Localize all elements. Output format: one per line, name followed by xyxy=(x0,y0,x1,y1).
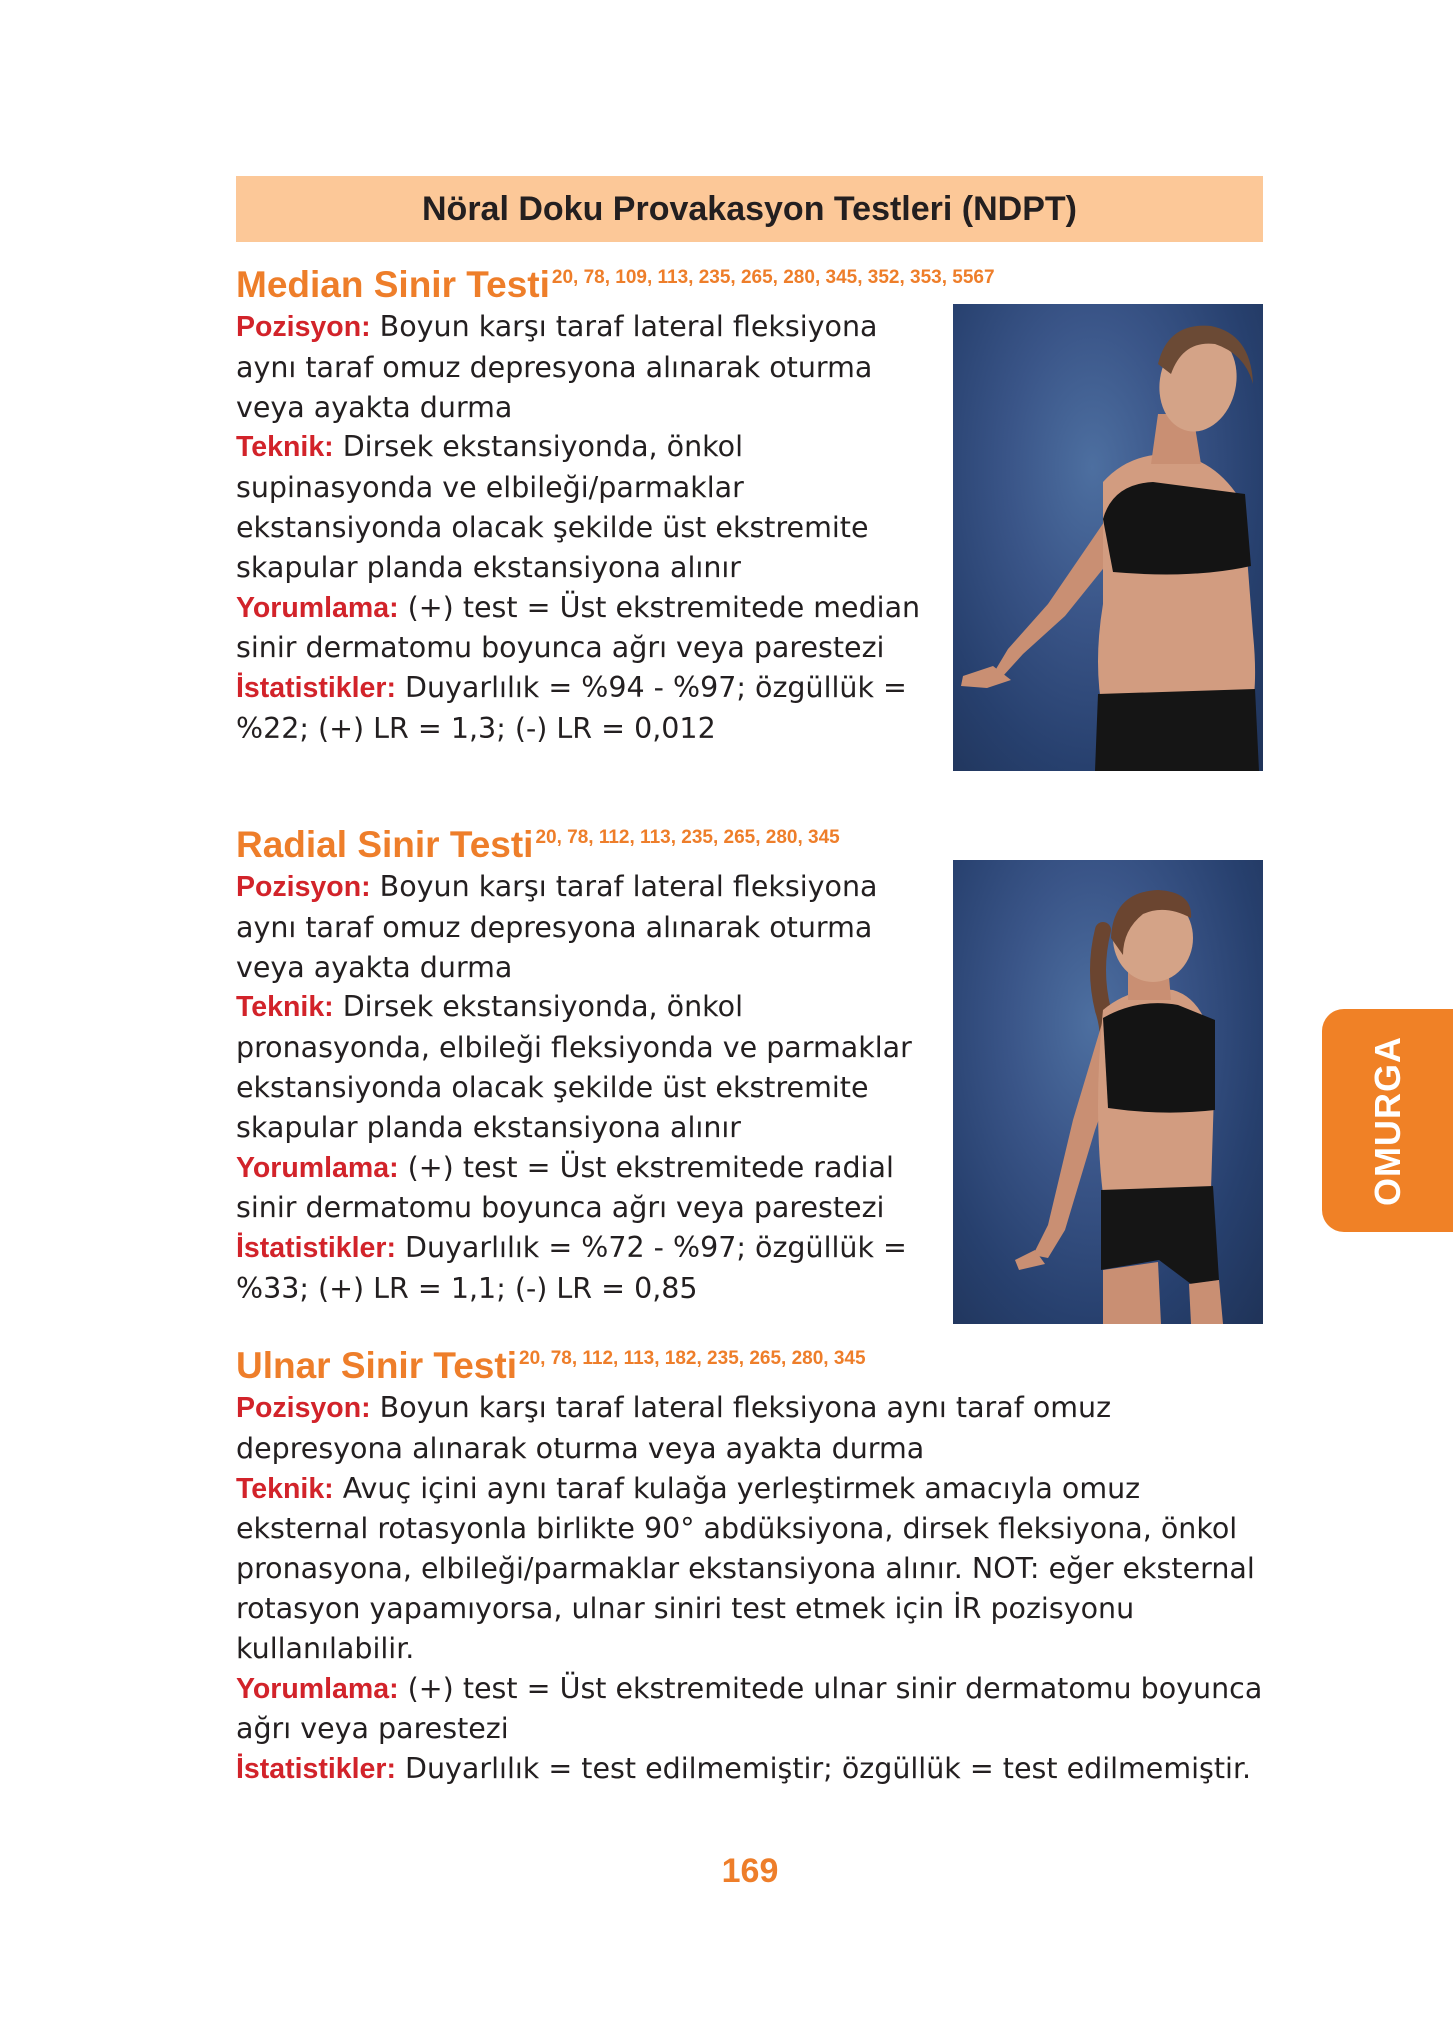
yorumlama-body: (+) test = Üst ekstremitede ulnar sinir dermatomu boyunca ağrı veya parestezi xyxy=(236,1671,1263,1746)
istatistik-text xyxy=(236,668,946,749)
chapter-side-tab[interactable] xyxy=(1322,1009,1453,1232)
teknik-text xyxy=(236,1469,1276,1669)
teknik-text xyxy=(236,987,946,1147)
yorumlama-body: (+) test = Üst ekstremitede radial sinir dermatomu boyunca ağrı veya parestezi xyxy=(236,1150,894,1225)
teknik-label: Teknik: xyxy=(236,1472,334,1505)
reference-numbers: 20, 78, 112, 113, 182, 235, 265, 280, 345 xyxy=(519,1348,866,1369)
pozisyon-label: Pozisyon: xyxy=(236,871,371,903)
teknik-body: Avuç içini aynı taraf kulağa yerleştirmek amacıyla omuz eksternal rotasyonla birlikte 90° abdüksiyona, dirsek fleksiyona, önkol pronasyona, elbileği/parmaklar ekstansiyona alınır. NOT: eğer eksternal rotasyon yapamıyorsa, ulnar siniri test etmek için İR pozisyonu kullanılabilir. xyxy=(236,1471,1255,1665)
yorumlama-label: Yorumlama: xyxy=(236,1151,399,1184)
title-text: Radial Sinir Testi xyxy=(236,824,534,865)
istatistik-label: İstatistikler: xyxy=(236,1753,396,1786)
section-title xyxy=(236,816,946,867)
istatistik-label: İstatistikler: xyxy=(236,1232,396,1265)
section-header-bar xyxy=(236,176,1263,242)
ulnar-test-section xyxy=(236,1337,1276,1790)
yorumlama-label: Yorumlama: xyxy=(236,591,399,624)
teknik-body: Dirsek ekstansiyonda, önkol supinasyonda ve elbileği/parmaklar ekstansiyonda olacak şekilde üst ekstremite skapular planda ekstansiyona alınır xyxy=(236,430,869,584)
yorumlama-body: (+) test = Üst ekstremitede median sinir dermatomu boyunca ağrı veya parestezi xyxy=(236,590,921,665)
title-text: Median Sinir Testi xyxy=(236,264,550,305)
pozisyon-text xyxy=(236,1388,1276,1469)
header-title: Nöral Doku Provakasyon Testleri (NDPT) xyxy=(422,189,1077,228)
radial-test-illustration xyxy=(953,860,1263,1324)
page-number: 169 xyxy=(721,1852,779,1890)
pozisyon-body: Boyun karşı taraf lateral fleksiyona aynı taraf omuz depresyona alınarak oturma veya ayakta durma xyxy=(236,1391,1112,1465)
istatistik-text xyxy=(236,1749,1276,1790)
istatistik-label: İstatistikler: xyxy=(236,672,396,705)
pozisyon-text xyxy=(236,307,946,427)
reference-numbers: 20, 78, 112, 113, 235, 265, 280, 345 xyxy=(535,827,840,848)
pozisyon-label: Pozisyon: xyxy=(236,311,371,343)
teknik-body: Dirsek ekstansiyonda, önkol pronasyonda, elbileği fleksiyonda ve parmaklar ekstansiyonda olacak şekilde üst ekstremite skapular planda ekstansiyona alınır xyxy=(236,990,912,1144)
chapter-label: OMURGA xyxy=(1366,1035,1408,1206)
yorumlama-text xyxy=(236,1148,946,1229)
istatistik-body: Duyarlılık = %72 - %97; özgüllük = %33; (+) LR = 1,1; (-) LR = 0,85 xyxy=(236,1231,907,1305)
radial-test-photo xyxy=(953,860,1263,1324)
yorumlama-text xyxy=(236,1669,1276,1750)
pozisyon-body: Boyun karşı taraf lateral fleksiyona aynı taraf omuz depresyona alınarak oturma veya ayakta durma xyxy=(236,310,878,424)
teknik-label: Teknik: xyxy=(236,991,334,1024)
median-test-photo xyxy=(953,304,1263,771)
reference-numbers: 20, 78, 109, 113, 235, 265, 280, 345, 352, 353, 5567 xyxy=(551,267,995,288)
title-text: Ulnar Sinir Testi xyxy=(236,1345,517,1386)
teknik-text xyxy=(236,427,946,587)
yorumlama-text xyxy=(236,588,946,669)
pozisyon-text xyxy=(236,867,946,987)
radial-test-section xyxy=(236,816,946,1309)
istatistik-body: Duyarlılık = %94 - %97; özgüllük = %22; (+) LR = 1,3; (-) LR = 0,012 xyxy=(236,671,907,745)
pozisyon-label: Pozisyon: xyxy=(236,1392,371,1424)
median-test-section xyxy=(236,256,995,749)
yorumlama-label: Yorumlama: xyxy=(236,1672,399,1705)
median-test-illustration xyxy=(953,304,1263,771)
section-title xyxy=(236,1337,1276,1388)
istatistik-body: Duyarlılık = test edilmemiştir; özgüllük = test edilmemiştir. xyxy=(405,1752,1252,1786)
istatistik-text xyxy=(236,1228,946,1309)
pozisyon-body: Boyun karşı taraf lateral fleksiyona aynı taraf omuz depresyona alınarak oturma veya ayakta durma xyxy=(236,870,878,984)
section-title xyxy=(236,256,995,307)
teknik-label: Teknik: xyxy=(236,431,334,464)
